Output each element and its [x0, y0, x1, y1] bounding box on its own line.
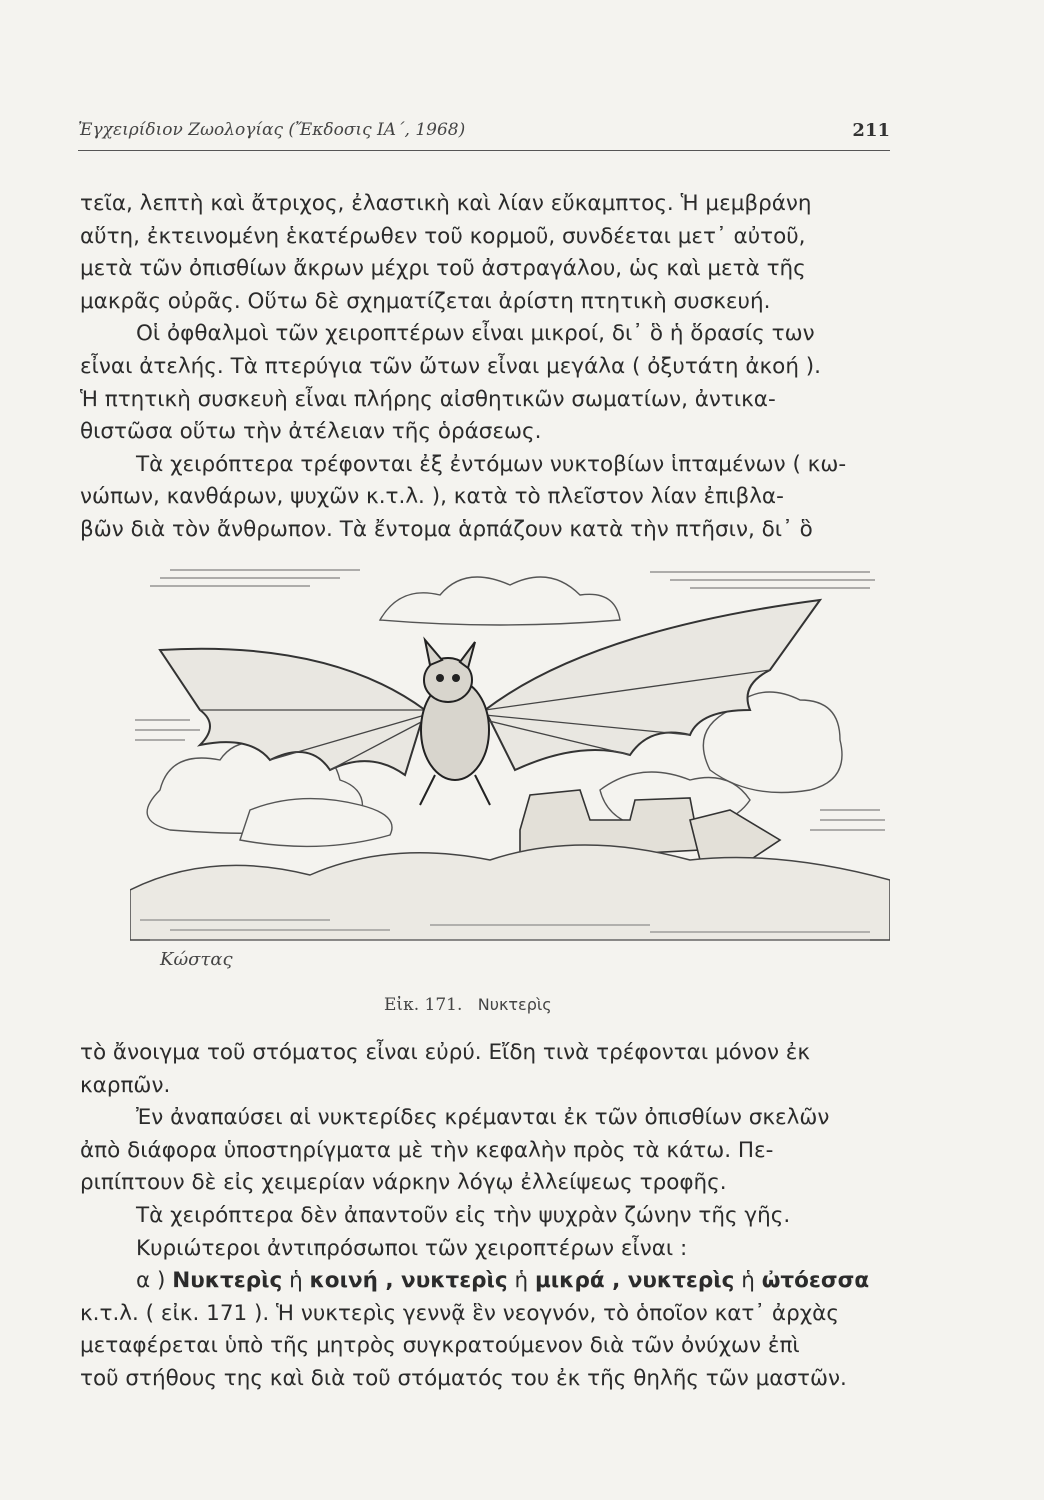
species-term: μικρά , νυκτερὶς	[534, 1268, 735, 1294]
page-number: 211	[852, 120, 890, 141]
text-line: Τὰ χειρόπτερα τρέφονται ἐξ ἐντόμων νυκτοβίων ἱπταμένων ( κω-	[136, 451, 847, 477]
text-line: μεταφέρεται ὑπὸ τῆς μητρὸς συγκρατούμενον διὰ τῶν ὀνύχων ἐπὶ	[80, 1333, 800, 1359]
text-line: καρπῶν.	[80, 1072, 171, 1098]
article: ἡ	[282, 1268, 310, 1294]
text-line: Κυριώτεροι ἀντιπρόσωποι τῶν χειροπτέρων εἶναι :	[136, 1235, 688, 1261]
caption-number: Εἰκ. 171.	[384, 995, 463, 1015]
list-marker: α )	[136, 1268, 173, 1294]
body-text-top	[80, 188, 892, 547]
article: ἡ	[507, 1268, 535, 1294]
bat-illustration	[130, 560, 890, 980]
artist-signature: Κώστας	[160, 949, 233, 970]
text-line: τὸ ἄνοιγμα τοῦ στόματος εἶναι εὐρύ. Εἴδη τινὰ τρέφονται μόνον ἐκ	[80, 1040, 811, 1065]
text-line: τεῖα, λεπτὴ καὶ ἄτριχος, ἐλαστικὴ καὶ λίαν εὔκαμπτος. Ἡ μεμβράνη	[80, 191, 812, 216]
caption-name: Νυκτερὶς	[477, 995, 552, 1014]
text-line: τοῦ στήθους της καὶ διὰ τοῦ στόματός του ἐκ τῆς θηλῆς τῶν μαστῶν.	[80, 1365, 847, 1391]
hills	[130, 845, 890, 940]
text-line: θιστῶσα οὕτω τὴν ἀτέλειαν τῆς ὁράσεως.	[80, 419, 542, 445]
text-line: νώπων, κανθάρων, ψυχῶν κ.τ.λ. ), κατὰ τὸ πλεῖστον λίαν ἐπιβλα-	[80, 484, 784, 510]
species-list-line	[80, 1265, 892, 1298]
text-line: Οἱ ὀφθαλμοὶ τῶν χειροπτέρων εἶναι μικροί, δι᾽ ὃ ἡ ὅρασίς των	[136, 321, 815, 347]
species-term: κοινή , νυκτερὶς	[309, 1268, 508, 1294]
text-line: βῶν διὰ τὸν ἄνθρωπον. Τὰ ἔντομα ἁρπάζουν κατὰ τὴν πτῆσιν, δι᾽ ὃ	[80, 516, 813, 542]
species-term: Νυκτερὶς	[172, 1268, 283, 1294]
text-line: μακρᾶς οὐρᾶς. Οὕτω δὲ σχηματίζεται ἀρίστη πτητικὴ συσκευή.	[80, 288, 771, 314]
species-term: ὠτόεσσα	[761, 1268, 870, 1294]
figure-caption	[384, 995, 684, 1015]
header-title: Ἐγχειρίδιον Ζωολογίας (Ἔκδοσις ΙΑ΄, 1968)	[78, 120, 466, 140]
text-line: Ἡ πτητικὴ συσκευὴ εἶναι πλήρης αἰσθητικῶν σωματίων, ἀντικα-	[80, 386, 776, 412]
text-line: κ.τ.λ. ( εἰκ. 171 ). Ἡ νυκτερὶς γεννᾷ ἓν νεογνόν, τὸ ὁποῖον κατ᾽ ἀρχὰς	[80, 1300, 839, 1326]
text-line: ἀπὸ διάφορα ὑποστηρίγματα μὲ τὴν κεφαλὴν πρὸς τὰ κάτω. Πε-	[80, 1137, 774, 1163]
text-line: ριπίπτουν δὲ εἰς χειμερίαν νάρκην λόγῳ ἐλλείψεως τροφῆς.	[80, 1170, 727, 1196]
bat-body	[420, 640, 490, 805]
article: ἡ	[734, 1268, 762, 1294]
running-header	[78, 120, 890, 151]
text-line: αὕτη, ἐκτεινομένη ἑκατέρωθεν τοῦ κορμοῦ, συνδέεται μετ᾽ αὐτοῦ,	[80, 223, 806, 249]
text-line: μετὰ τῶν ὀπισθίων ἄκρων μέχρι τοῦ ἀστραγάλου, ὡς καὶ μετὰ τῆς	[80, 256, 806, 282]
text-line: Τὰ χειρόπτερα δὲν ἀπαντοῦν εἰς τὴν ψυχρὰν ζώνην τῆς γῆς.	[136, 1202, 791, 1228]
text-line: εἶναι ἀτελής. Τὰ πτερύγια τῶν ὤτων εἶναι μεγάλα ( ὀξυτάτη ἀκοή ).	[80, 353, 822, 379]
text-line: Ἐν ἀναπαύσει αἱ νυκτερίδες κρέμανται ἐκ τῶν ὀπισθίων σκελῶν	[136, 1105, 830, 1131]
body-text-bottom	[80, 1037, 892, 1396]
